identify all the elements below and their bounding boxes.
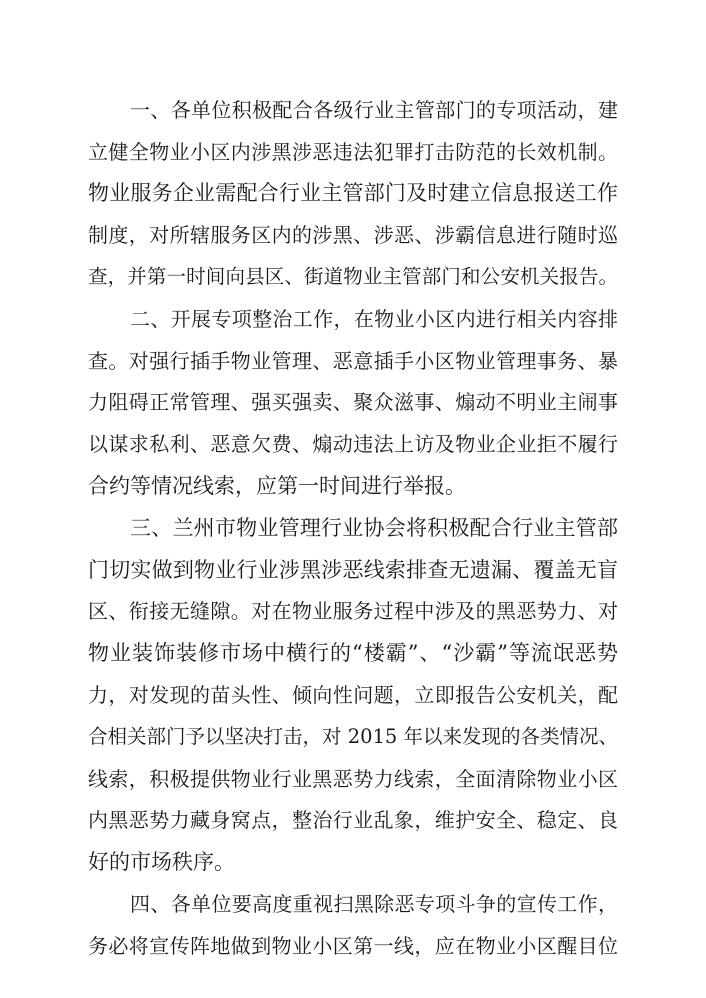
paragraph-2-line-3: 力阻碍正常管理、强买强卖、聚众滋事、煽动不明业主闹事 <box>88 390 618 414</box>
paragraph-3-line-6: 合相关部门予以坚决打击，对 2015 年以来发现的各类情况、 <box>88 725 618 748</box>
paragraph-4-line-1: 四、各单位要高度重视扫黑除恶专项斗争的宣传工作， <box>130 892 618 916</box>
paragraph-3-line-5: 力，对发现的苗头性、倾向性问题，立即报告公安机关，配 <box>88 683 618 707</box>
paragraph-2-line-4: 以谋求私利、恶意欠费、煽动违法上访及物业企业拒不履行 <box>88 432 618 456</box>
paragraph-3-line-2: 门切实做到物业行业涉黑涉恶线索排查无遗漏、覆盖无盲 <box>88 558 618 582</box>
paragraph-1-line-2: 立健全物业小区内涉黑涉恶违法犯罪打击防范的长效机制。 <box>88 140 618 164</box>
paragraph-3-line-9: 好的市场秩序。 <box>88 850 235 874</box>
paragraph-1-line-3: 物业服务企业需配合行业主管部门及时建立信息报送工作 <box>88 181 618 205</box>
paragraph-1-line-1: 一、各单位积极配合各级行业主管部门的专项活动，建 <box>130 98 618 122</box>
paragraph-3-line-7: 线索，积极提供物业行业黑恶势力线索，全面清除物业小区 <box>88 767 618 791</box>
paragraph-1-line-5: 查，并第一时间向县区、街道物业主管部门和公安机关报告。 <box>88 265 618 288</box>
paragraph-3-line-4: 物业装饰装修市场中横行的“楼霸”、“沙霸”等流氓恶势 <box>88 641 618 665</box>
paragraph-3-line-1: 三、兰州市物业管理行业协会将积极配合行业主管部 <box>130 516 618 540</box>
paragraph-2-line-5: 合约等情况线索，应第一时间进行举报。 <box>88 474 466 498</box>
paragraph-1-line-4: 制度，对所辖服务区内的涉黑、涉恶、涉霸信息进行随时巡 <box>88 223 618 247</box>
paragraph-2-line-2: 查。对强行插手物业管理、恶意插手小区物业管理事务、暴 <box>88 349 618 373</box>
paragraph-4-line-2: 务必将宣传阵地做到物业小区第一线，应在物业小区醒目位 <box>88 934 618 958</box>
paragraph-3-line-3: 区、衔接无缝隙。对在物业服务过程中涉及的黑恶势力、对 <box>88 599 618 623</box>
paragraph-3-line-8: 内黑恶势力藏身窝点，整治行业乱象，维护安全、稳定、良 <box>88 808 618 832</box>
paragraph-2-line-1: 二、开展专项整治工作，在物业小区内进行相关内容排 <box>130 307 618 331</box>
